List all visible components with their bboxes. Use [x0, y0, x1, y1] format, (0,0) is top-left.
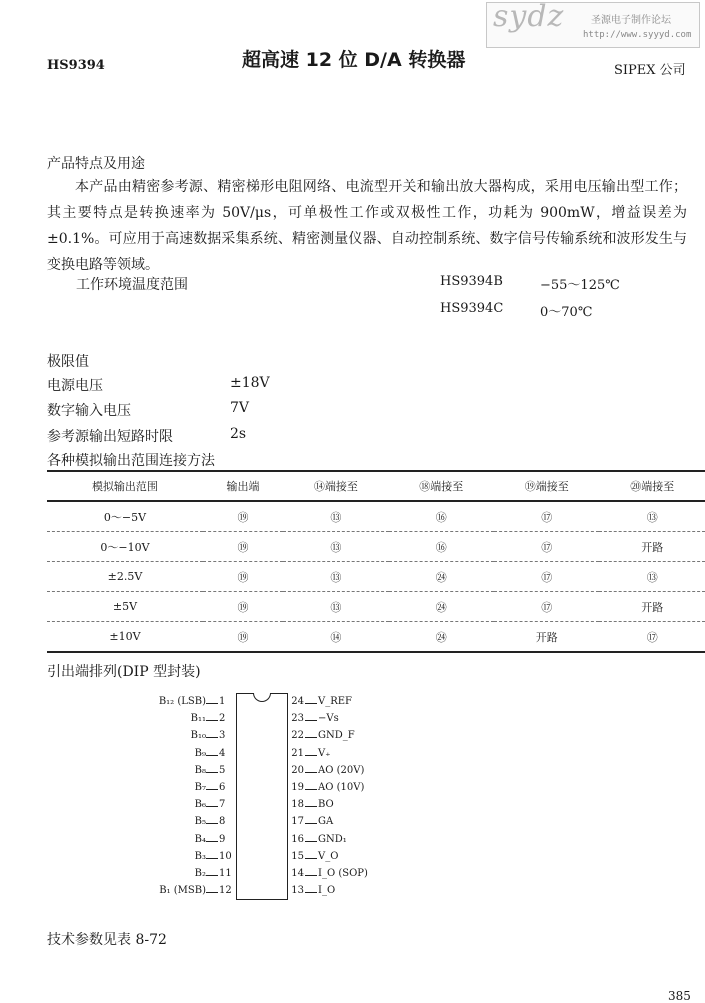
pin-name: B₁₁	[190, 713, 206, 725]
pin-name: GND_F	[318, 730, 355, 742]
limit-label: 参考源输出短路时限	[47, 429, 173, 445]
table-cell: 开路	[599, 532, 705, 562]
table-cell: ⑬	[599, 501, 705, 532]
dip-package	[236, 693, 288, 900]
pin-name: V_O	[318, 850, 339, 862]
watermark	[486, 2, 700, 48]
pin-number: 23	[291, 713, 304, 725]
table-header-row	[47, 471, 705, 501]
pin-name: B₇	[194, 782, 206, 793]
table-cell: ⑬	[283, 532, 388, 562]
pin-name: B₄	[194, 833, 206, 845]
pin-name: V₊	[318, 747, 331, 759]
limit-label: 电源电压	[47, 378, 103, 394]
pin-name: AO (20V)	[318, 764, 365, 776]
table-cell: ⑰	[494, 562, 599, 592]
watermark-logo: sydz	[493, 0, 565, 34]
pin-number: 15	[291, 850, 304, 862]
pin-number: 12	[219, 885, 232, 897]
pin-lead	[206, 789, 218, 790]
pin-lead	[305, 755, 317, 756]
manufacturer: SIPEX 公司	[614, 63, 686, 78]
pin-lead	[206, 892, 218, 893]
pin-number: 11	[219, 868, 232, 879]
table-cell: ⑰	[599, 622, 705, 653]
pin-name: B₉	[194, 747, 206, 759]
pin-number: 14	[291, 868, 304, 879]
pin-lead	[206, 823, 218, 824]
pin-name: B₁₀	[190, 730, 206, 742]
table-row	[47, 532, 705, 562]
table-cell: ⑲	[203, 562, 283, 592]
table-cell: ㉔	[389, 592, 494, 622]
table-cell: ⑰	[494, 532, 599, 562]
footer-note: 技术参数见表 8-72	[47, 932, 167, 948]
pin-name: B₁ (MSB)	[159, 885, 206, 897]
pin-lead	[305, 720, 317, 721]
pin-name: B₂	[194, 868, 206, 879]
pin-lead	[206, 737, 218, 738]
features-body: 本产品由精密参考源、精密梯形电阻网络、电流型开关和输出放大器构成，采用电压输出型工作；其主要特点是转换速率为 50V/μs，可单极性工作或双极性工作，功耗为 900mW，增益误差为±0.1%。可应用于高速数据采集系统、精密测量仪器、自动控制系统、数字信号传输系统和波形发生与变换电路等领域。	[47, 179, 687, 273]
temp-model: HS9394C	[440, 301, 504, 316]
pin-lead	[206, 703, 218, 704]
pin-number: 2	[219, 713, 226, 725]
features-heading: 产品特点及用途	[47, 156, 145, 172]
pin-number: 1	[219, 696, 226, 707]
pin-lead	[206, 858, 218, 859]
table-row	[47, 592, 705, 622]
table-cell: ⑬	[283, 592, 388, 622]
pin-lead	[305, 789, 317, 790]
pin-number: 18	[291, 799, 304, 811]
table-row	[47, 501, 705, 532]
table-row	[47, 562, 705, 592]
pin-name: BO	[318, 799, 334, 811]
table-cell: ⑲	[203, 532, 283, 562]
table-cell: ⑯	[389, 501, 494, 532]
pin-number: 20	[291, 764, 304, 776]
pin-name: B₅	[194, 816, 206, 828]
pin-name: I_O (SOP)	[318, 868, 368, 879]
table-cell: ⑰	[494, 592, 599, 622]
temp-range: 0～70℃	[540, 305, 593, 320]
table-cell: ⑲	[203, 501, 283, 532]
pinout-heading: 引出端排列(DIP 型封装)	[47, 664, 201, 680]
pin-number: 13	[291, 885, 304, 897]
pin-lead	[305, 892, 317, 893]
table-cell: ⑬	[283, 562, 388, 592]
pin-name: B₈	[194, 764, 206, 776]
column-header: ⑱端接至	[389, 471, 494, 501]
pin-name: −Vs	[318, 713, 339, 725]
table-cell: ⑲	[203, 592, 283, 622]
pin-lead	[206, 772, 218, 773]
temp-label: 工作环境温度范围	[76, 277, 188, 293]
table-cell: ±10V	[47, 622, 203, 653]
temp-range: −55～125℃	[540, 278, 620, 293]
limit-value: ±18V	[230, 375, 270, 391]
table-cell: ㉔	[389, 622, 494, 653]
pin-lead	[206, 720, 218, 721]
table-cell: 开路	[599, 592, 705, 622]
pin-lead	[305, 858, 317, 859]
pin-lead	[305, 703, 317, 704]
pin-number: 19	[291, 782, 304, 793]
pin-name: GND₁	[318, 833, 347, 845]
table-cell: ⑬	[599, 562, 705, 592]
pin-number: 16	[291, 833, 304, 845]
table-cell: ⑬	[283, 501, 388, 532]
pin-name: B₃	[194, 850, 206, 862]
pin-number: 10	[219, 850, 232, 862]
table-cell: ±5V	[47, 592, 203, 622]
table-heading: 各种模拟输出范围连接方法	[47, 453, 215, 469]
watermark-site-name: 圣源电子制作论坛	[591, 15, 671, 26]
pin-number: 21	[291, 747, 304, 759]
output-range-table	[47, 470, 705, 653]
table-cell: 0～−10V	[47, 532, 203, 562]
table-cell: ⑲	[203, 622, 283, 653]
pin-number: 5	[219, 764, 226, 776]
column-header: ⑭端接至	[283, 471, 388, 501]
column-header: 模拟输出范围	[47, 471, 203, 501]
limit-value: 2s	[230, 426, 247, 442]
table-cell: ㉔	[389, 562, 494, 592]
pin-lead	[206, 841, 218, 842]
pin-number: 4	[219, 747, 226, 759]
column-header: ⑳端接至	[599, 471, 705, 501]
page-number: 385	[668, 989, 691, 1003]
pin-lead	[206, 875, 218, 876]
limit-label: 数字输入电压	[47, 403, 131, 419]
pin-lead	[305, 806, 317, 807]
table-cell: 0～−5V	[47, 501, 203, 532]
pin-name: I_O	[318, 885, 336, 897]
pin-lead	[305, 823, 317, 824]
table-cell: ⑰	[494, 501, 599, 532]
column-header: 输出端	[203, 471, 283, 501]
pin-number: 8	[219, 816, 226, 828]
pin-name: B₆	[194, 799, 206, 811]
pin-lead	[206, 755, 218, 756]
table-cell: 开路	[494, 622, 599, 653]
pin-number: 3	[219, 730, 226, 742]
pin-number: 22	[291, 730, 304, 742]
part-number: HS9394	[47, 58, 105, 73]
temp-model: HS9394B	[440, 274, 503, 289]
pin-number: 6	[219, 782, 226, 793]
table-row	[47, 622, 705, 653]
pin1-notch	[253, 693, 271, 702]
pin-lead	[305, 772, 317, 773]
pin-name: V_REF	[318, 696, 352, 707]
pin-lead	[305, 841, 317, 842]
pin-name: GA	[318, 816, 334, 828]
pin-lead	[305, 875, 317, 876]
limits-heading: 极限值	[47, 354, 89, 370]
watermark-url: http://www.syyyd.com	[583, 30, 692, 40]
pin-number: 7	[219, 799, 226, 811]
pin-name: AO (10V)	[318, 782, 365, 793]
table-cell: ⑭	[283, 622, 388, 653]
pin-lead	[206, 806, 218, 807]
pin-number: 24	[291, 696, 304, 707]
pin-number: 9	[219, 833, 226, 845]
page-title: 超高速 12 位 D/A 转换器	[242, 49, 466, 71]
limit-value: 7V	[230, 400, 250, 416]
pin-lead	[305, 737, 317, 738]
column-header: ⑲端接至	[494, 471, 599, 501]
pin-name: B₁₂ (LSB)	[158, 696, 206, 707]
table-cell: ⑯	[389, 532, 494, 562]
pin-number: 17	[291, 816, 304, 828]
table-cell: ±2.5V	[47, 562, 203, 592]
